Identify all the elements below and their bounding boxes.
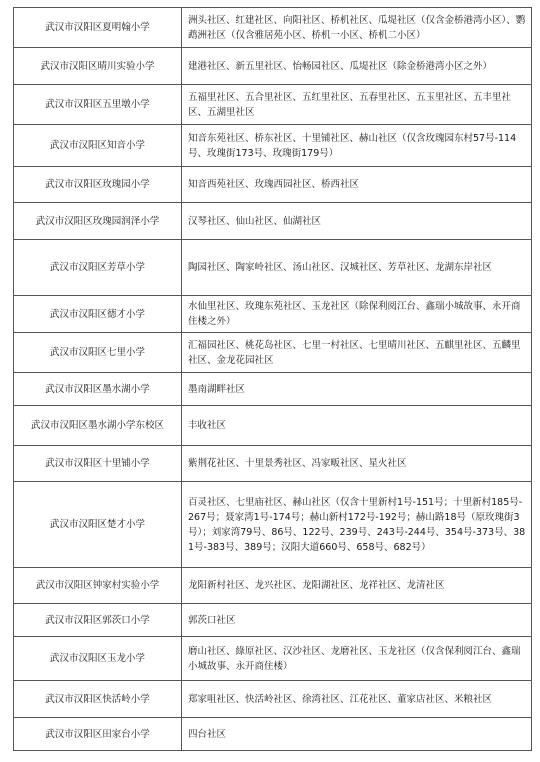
district-area-cell: 墨南湖畔社区: [182, 373, 532, 406]
table-row: [14, 203, 532, 240]
table-row: [14, 167, 532, 203]
school-name-cell: 武汉市汉阳区玫瑰园小学: [14, 167, 182, 203]
school-name-cell: 武汉市汉阳区墨水湖小学: [14, 373, 182, 406]
school-name-cell: 武汉市汉阳区快活岭小学: [14, 681, 182, 718]
table-row: [14, 568, 532, 604]
district-area-cell: 洲头社区、红建社区、向阳社区、桥机社区、瓜堤社区（仅含金桥港湾小区）、鹦鹉洲社区（仅含雅居苑小区、桥机一小区、桥机二小区）: [182, 8, 532, 48]
school-name-cell: 武汉市汉阳区七里小学: [14, 333, 182, 373]
table-row: [14, 240, 532, 296]
school-name-cell: 武汉市汉阳区夏明翰小学: [14, 8, 182, 48]
school-district-document: [13, 7, 531, 751]
district-area-cell: 五福里社区、五合里社区、五红里社区、五春里社区、五玉里社区、五丰里社区、五湖里社区: [182, 85, 532, 125]
school-name-cell: 武汉市汉阳区德才小学: [14, 296, 182, 333]
school-name-cell: 武汉市汉阳区晴川实验小学: [14, 48, 182, 85]
table-row: [14, 718, 532, 751]
table-row: [14, 48, 532, 85]
district-area-cell: 陶园社区、陶家岭社区、汤山社区、汉城社区、芳草社区、龙湖东岸社区: [182, 240, 532, 296]
school-district-table: [13, 7, 532, 751]
district-area-cell: 知音西苑社区、玫瑰西园社区、桥西社区: [182, 167, 532, 203]
district-area-cell: 知音东苑社区、桥东社区、十里铺社区、赫山社区（仅含玫瑰园东村57号-114号、玫瑰街173号、玫瑰街179号）: [182, 125, 532, 167]
district-area-cell: 磨山社区、綠原社区、汉沙社区、龙磨社区、玉龙社区（仅含保利阅江台、鑫瑞小城故事、永开商住楼）: [182, 637, 532, 681]
district-area-cell: 郭茨口社区: [182, 604, 532, 637]
table-row: [14, 85, 532, 125]
school-name-cell: 武汉市汉阳区田家台小学: [14, 718, 182, 751]
district-area-cell: 郑家咀社区、快活岭社区、徐湾社区、江花社区、董家店社区、米粮社区: [182, 681, 532, 718]
table-row: [14, 406, 532, 446]
district-area-cell: 汇福园社区、桃花岛社区、七里一村社区、七里晴川社区、五麒里社区、五麟里社区、金龙花园社区: [182, 333, 532, 373]
district-area-cell: 汉琴社区、仙山社区、仙湖社区: [182, 203, 532, 240]
table-row: [14, 296, 532, 333]
school-name-cell: 武汉市汉阳区钟家村实验小学: [14, 568, 182, 604]
school-name-cell: 武汉市汉阳区楚才小学: [14, 482, 182, 568]
table-row: [14, 125, 532, 167]
district-area-cell: 百灵社区、七里庙社区、赫山社区（仅含十里新村1号-151号；十里新村185号-267号；聂家湾1号-174号；赫山新村172号-192号；赫山路18号（原玫瑰街3号）；刘家湾79号、86号、122号、239号、243号-244号、354号-373号、381号-383号、389号；汉阳大道660号、658号、682号）: [182, 482, 532, 568]
table-row: [14, 373, 532, 406]
table-row: [14, 681, 532, 718]
table-row: [14, 604, 532, 637]
district-area-cell: 四台社区: [182, 718, 532, 751]
school-name-cell: 武汉市汉阳区芳草小学: [14, 240, 182, 296]
district-area-cell: 建港社区、新五里社区、怡畅园社区、瓜堤社区（除金桥港湾小区之外）: [182, 48, 532, 85]
school-name-cell: 武汉市汉阳区十里铺小学: [14, 446, 182, 482]
table-row: [14, 446, 532, 482]
table-row: [14, 333, 532, 373]
school-name-cell: 武汉市汉阳区知音小学: [14, 125, 182, 167]
school-name-cell: 武汉市汉阳区五里墩小学: [14, 85, 182, 125]
school-name-cell: 武汉市汉阳区郭茨口小学: [14, 604, 182, 637]
district-area-cell: 紫荆花社区、十里景秀社区、冯家畈社区、星火社区: [182, 446, 532, 482]
district-area-cell: 龙阳新村社区、龙兴社区、龙阳湖社区、龙祥社区、龙清社区: [182, 568, 532, 604]
school-name-cell: 武汉市汉阳区墨水湖小学东校区: [14, 406, 182, 446]
district-area-cell: 丰收社区: [182, 406, 532, 446]
school-name-cell: 武汉市汉阳区玉龙小学: [14, 637, 182, 681]
school-name-cell: 武汉市汉阳区玫瑰园润泽小学: [14, 203, 182, 240]
table-row: [14, 482, 532, 568]
table-row: [14, 637, 532, 681]
district-area-cell: 水仙里社区、玫瑰东苑社区、玉龙社区（除保利阅江台、鑫瑞小城故事、永开商住楼之外）: [182, 296, 532, 333]
table-row: [14, 8, 532, 48]
